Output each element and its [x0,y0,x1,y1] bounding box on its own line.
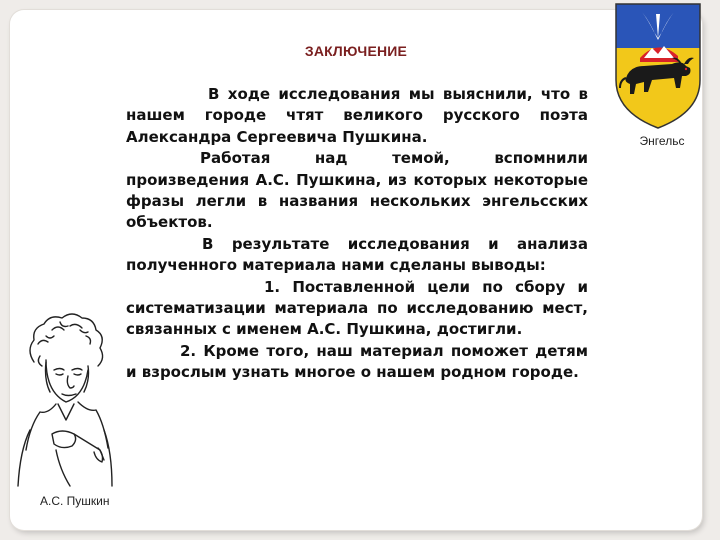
paragraph-1: В ходе исследования мы выяснили, что в нашем городе чтят великого русского поэта Александра Сергеевича Пушкина. [126,85,588,146]
portrait-caption: А.С. Пушкин [40,494,110,508]
coat-of-arms-caption: Энгельс [639,134,685,148]
paragraph-3: В результате исследования и анализа полученного материала нами сделаны выводы: [126,234,588,275]
conclusion-item-1: 1. Поставленной цели по сбору и систематизации материала по исследованию мест, связанных с именем А.С. Пушкина, достигли. [126,277,588,339]
pushkin-portrait-icon [0,300,130,490]
engels-coat-of-arms-icon [612,2,704,132]
conclusion-item-2: 2. Кроме того, наш материал поможет детям и взрослым узнать многое о нашем родном городе. [126,341,588,382]
slide-title: ЗАКЛЮЧЕНИЕ [304,43,408,59]
slide-body [126,84,588,384]
paragraph-2: Работая над темой, вспомнили произведения А.С. Пушкина, из которых некоторые фразы легли в названия нескольких энгельсских объектов. [126,149,588,232]
